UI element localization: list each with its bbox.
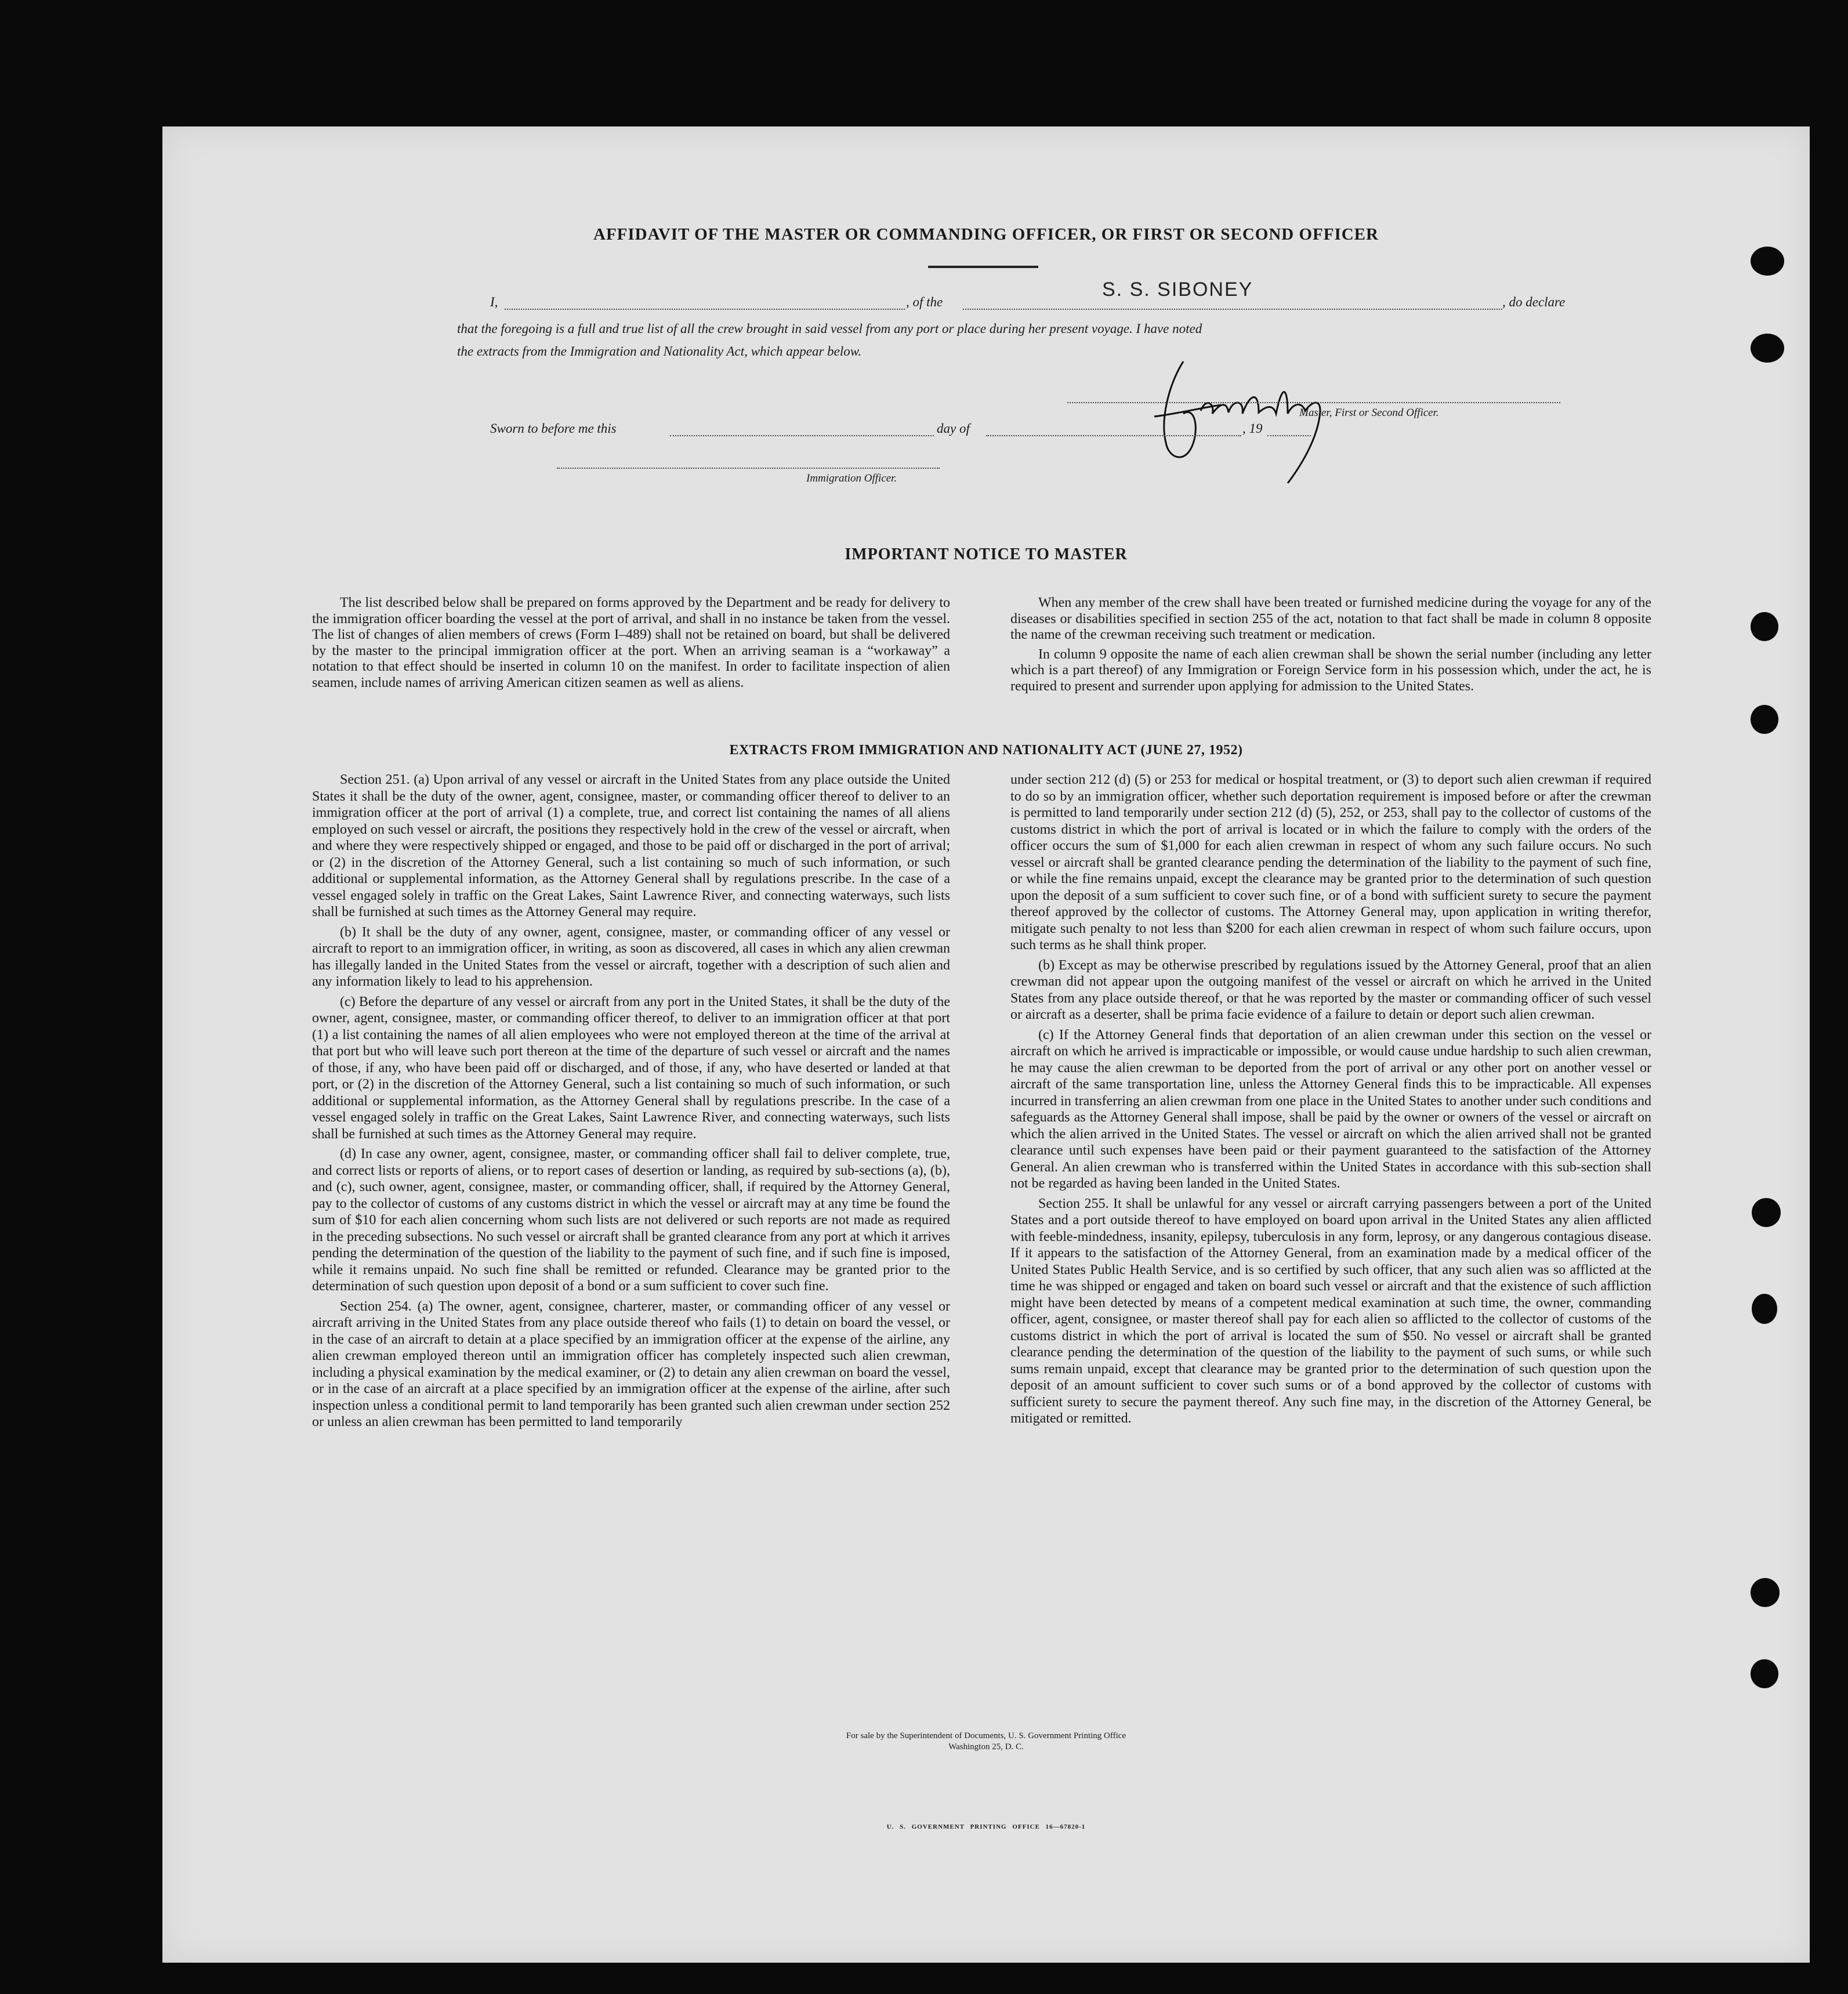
do-declare-label: , do declare [1502,295,1566,309]
section-251-b: (b) It shall be the duty of any owner, agent, consignee, master, or commanding officer of any vessel or aircraft to report to an immigration officer, in writing, as soon as discovered, all cases in which any alien crewman has illegally landed in the United States from the vessel or aircraft, together with a description of such alien and any information likely to lead to his apprehension. [312,924,950,989]
sale-line-2: Washington 25, D. C. [948,1742,1024,1751]
section-254-b: (b) Except as may be otherwise prescribed by regulations issued by the Attorney General, proof that an alien crewman did not appear upon the outgoing manifest of the vessel or aircraft on which he arrived in the United States from any place outside thereof, or that he was reported by the master or commanding officer of such vessel or aircraft as a deserter, shall be prima facie evidence of a failure to detain or deport such alien crewman. [1010,957,1651,1022]
section-251-d: (d) In case any owner, agent, consignee, master, or commanding officer shall fail to deliver complete, true, and correct lists or reports of aliens, or to report cases of desertion or landing, as required by sub-sections (a), (b), and (c), such owner, agent, consignee, master, or commanding officer, shall, if required by the Attorney General, pay to the collector of customs of any customs district in which the vessel or aircraft may at any time be found the sum of $10 for each alien concerning whom such lists are not delivered or such reports are not made as required in the preceding subsections. No such vessel or aircraft shall be granted clearance from any port at which it arrives pending the determination of the question of the liability to the payment of such fine, and if such fine is imposed, while it remains unpaid. No such fine shall be remitted or refunded. Clearance may be granted prior to the determination of such question upon deposit of a bond or a sum sufficient to cover such fine. [312,1146,950,1294]
officer-signature-line [557,468,940,469]
punch-hole [1751,1659,1778,1688]
sale-line-1: For sale by the Superintendent of Documents, U. S. Government Printing Office [846,1731,1126,1740]
section-254-c: (c) If the Attorney General finds that deportation of an alien crewman under this section on the vessel or aircraft on which he arrived is impracticable or impossible, or would cause undue hardship to such alien crewman, he may cause the alien crewman to be deported from the port of arrival or any other port on another vessel or aircraft of the same transportation line, unless the Attorney General finds this to be impracticable. All expenses incurred in transferring an alien crewman from one place in the United States to another under such conditions and safeguards as the Attorney General shall impose, shall be paid by the owner or owners of the vessel or aircraft on which the alien arrived in the United States. The vessel or aircraft on which the alien arrived shall not be granted clearance until such expenses have been paid or their payment guaranteed to the satisfaction of the Attorney General. An alien crewman who is transferred within the United States in accordance with this sub-section shall not be regarded as having been landed in the United States. [1010,1027,1651,1191]
sale-notice [162,1731,1810,1753]
year-label: , 19 [1242,421,1263,436]
section-251-a: Section 251. (a) Upon arrival of any vessel or aircraft in the United States from any place outside the United States it shall be the duty of the owner, agent, consignee, master, or commanding officer thereof to deliver to an immigration officer at the port of arrival (1) a complete, true, and correct list containing the names of all aliens employed on such vessel or aircraft, the positions they respectively hold in the crew of the vessel or aircraft, when and where they were respectively shipped or engaged, and those to be paid off or discharged in the port of arrival; or (2) in the discretion of the Attorney General, such a list containing so much of such information, or such additional or supplemental information, as the Attorney General shall by regulations prescribe. In the case of a vessel engaged solely in traffic on the Great Lakes, Saint Lawrence River, and connecting waterways, such lists shall be furnished at such times as the Attorney General may require. [312,772,950,920]
day-of-label: day of [937,421,970,436]
punch-hole [1751,334,1784,363]
punch-hole [1752,1294,1777,1324]
notice-right-paragraph-2: In column 9 opposite the name of each alien crewman shall be shown the serial number (including any letter which is a part thereof) of any Immigration or Foreign Service form in his possession which, under the act, he is required to present and surrender upon applying for admission to the United States. [1010,646,1651,694]
declaration-line-1: that the foregoing is a full and true list of all the crew brought in said vessel from any port or place during her present voyage. I have noted [457,321,1202,336]
name-blank [505,309,905,310]
title-divider [928,266,1038,268]
notice-title: IMPORTANT NOTICE TO MASTER [845,545,1128,563]
notice-left-paragraph: The list described below shall be prepared on forms approved by the Department and be ready for delivery to the immigration officer boarding the vessel at the port of arrival, and shall in no instance be taken from the vessel. The list of changes of alien members of crews (Form I–489) shall not be retained on board, but shall be delivered by the master to the principal immigration officer at the port. When an arriving seaman is a “workaway” a notation to that effect should be inserted in column 10 on the manifest. In order to facilitate inspection of alien seamen, include names of arriving American citizen seamen as well as aliens. [312,595,950,690]
sworn-month-blank [986,435,1241,436]
punch-hole [1751,705,1778,734]
signer-caption: Master, First or Second Officer. [1299,407,1439,419]
notice-right-column [1010,595,1651,698]
sworn-day-blank [670,435,934,436]
punch-hole [1752,1198,1781,1227]
printer-line: U. S. GOVERNMENT PRINTING OFFICE 16—67820-1 [886,1823,1086,1830]
of-the-label: , of the [906,295,943,309]
document-page [162,126,1810,1963]
section-254-a-continued: under section 212 (d) (5) or 253 for medical or hospital treatment, or (3) to deport such alien crewman if required to do so by an immigration officer, whether such deportation requirement is imposed before or after the crewman is permitted to land temporarily under section 212 (d) (5), 252, or 253, shall pay to the collector of customs of the customs district in which the port of arrival is located or in which the failure to comply with the orders of the officer occurs the sum of $1,000 for each alien crewman in respect of whom any such failure occurs. No such vessel or aircraft shall be granted clearance pending the determination of the liability to the payment of such fine, or while the fine remains unpaid, except the clearance may be granted prior to the determination of such question upon the deposit of a sum sufficient to cover such fine, or of a bond with sufficient surety to secure the payment thereof approved by the collector of customs. The Attorney General may, upon application in writing therefor, mitigate such penalty to not less than $200 for each alien crewman in respect of whom such failure occurs, upon such terms as he shall think proper. [1010,772,1651,953]
sworn-label: Sworn to before me this [490,421,617,436]
section-254-a: Section 254. (a) The owner, agent, consignee, charterer, master, or commanding officer of any vessel or aircraft arriving in the United States from any place outside thereof who fails (1) to detain on board the vessel, or in the case of an aircraft to detain at a place specified by an immigration officer at the expense of the airline, any alien crewman employed thereon until an immigration officer has completely inspected such alien crewman, including a physical examination by the medical examiner, or (2) to detain any alien crewman on board the vessel, or in the case of an aircraft at a place specified by an immigration officer at the expense of the airline, after such inspection unless a conditional permit to land temporarily has been granted such alien crewman under section 252 or unless an alien crewman has been permitted to land temporarily [312,1298,950,1430]
declaration-line-2: the extracts from the Immigration and Nationality Act, which appear below. [457,344,862,359]
vessel-blank [963,309,1502,310]
punch-hole [1751,1578,1780,1607]
section-255: Section 255. It shall be unlawful for any vessel or aircraft carrying passengers between a port of the United States and a port outside thereof to have employed on board upon arrival in the United States any alien afflicted with feeble-mindedness, insanity, epilepsy, tuberculosis in any form, leprosy, or any dangerous contagious disease. If it appears to the satisfaction of the Attorney General, from an examination made by a medical officer of the United States Public Health Service, and is so certified by such officer, that any such alien was so afflicted at the time he was shipped or engaged and taken on board such vessel or aircraft and that the existence of such affliction might have been detected by means of a competent medical examination at such time, the owner, commanding officer, agent, consignee, or master thereof shall pay for each alien so afflicted to the collector of customs of the customs district in which the port of arrival is located the sum of $50. No vessel or aircraft shall be granted clearance pending the determination of the question of the liability to the payment of such sums, or while such sums remain unpaid, except that clearance may be granted prior to the determination of such question upon the deposit of an amount sufficient to cover such sums or of a bond approved by the collector of customs with sufficient surety to secure the payment thereof. Any such fine may, in the discretion of the Attorney General, be mitigated or remitted. [1010,1196,1651,1426]
i-label: I, [490,295,498,309]
affidavit-title: AFFIDAVIT OF THE MASTER OR COMMANDING OFFICER, OR FIRST OR SECOND OFFICER [593,225,1379,244]
extracts-right-column [1010,772,1651,1431]
extracts-title: EXTRACTS FROM IMMIGRATION AND NATIONALITY ACT (JUNE 27, 1952) [729,743,1243,758]
punch-hole [1751,247,1784,276]
section-251-c: (c) Before the departure of any vessel or aircraft from any port in the United States, it shall be the duty of the owner, agent, consignee, master, or commanding officer thereof, to deliver to an immigration officer at that port (1) a list containing the names of all alien employees who were not employed thereon at the time of the arrival at that port but who will leave such port thereon at the time of the departure of such vessel or aircraft and the names of those, if any, who have been paid off or discharged, and of those, if any, who have deserted or landed at that port, or (2) in the discretion of the Attorney General, such a list containing so much of such information, or such additional or supplemental information, as the Attorney General shall by regulations prescribe. In the case of a vessel engaged solely in traffic on the Great Lakes, Saint Lawrence River, and connecting waterways, such lists shall be furnished at such times as the Attorney General may require. [312,994,950,1142]
punch-hole [1751,612,1778,641]
notice-left-column [312,595,950,694]
notice-right-paragraph-1: When any member of the crew shall have been treated or furnished medicine during the voyage for any of the diseases or disabilities specified in section 255 of the act, notation to that fact shall be made in column 8 opposite the name of the crewman receiving such treatment or medication. [1010,595,1651,642]
extracts-left-column [312,772,950,1434]
sworn-year-blank [1267,435,1311,436]
officer-caption: Immigration Officer. [806,472,897,484]
vessel-name: S. S. SIBONEY [1102,278,1253,301]
signature-line [1067,402,1560,403]
